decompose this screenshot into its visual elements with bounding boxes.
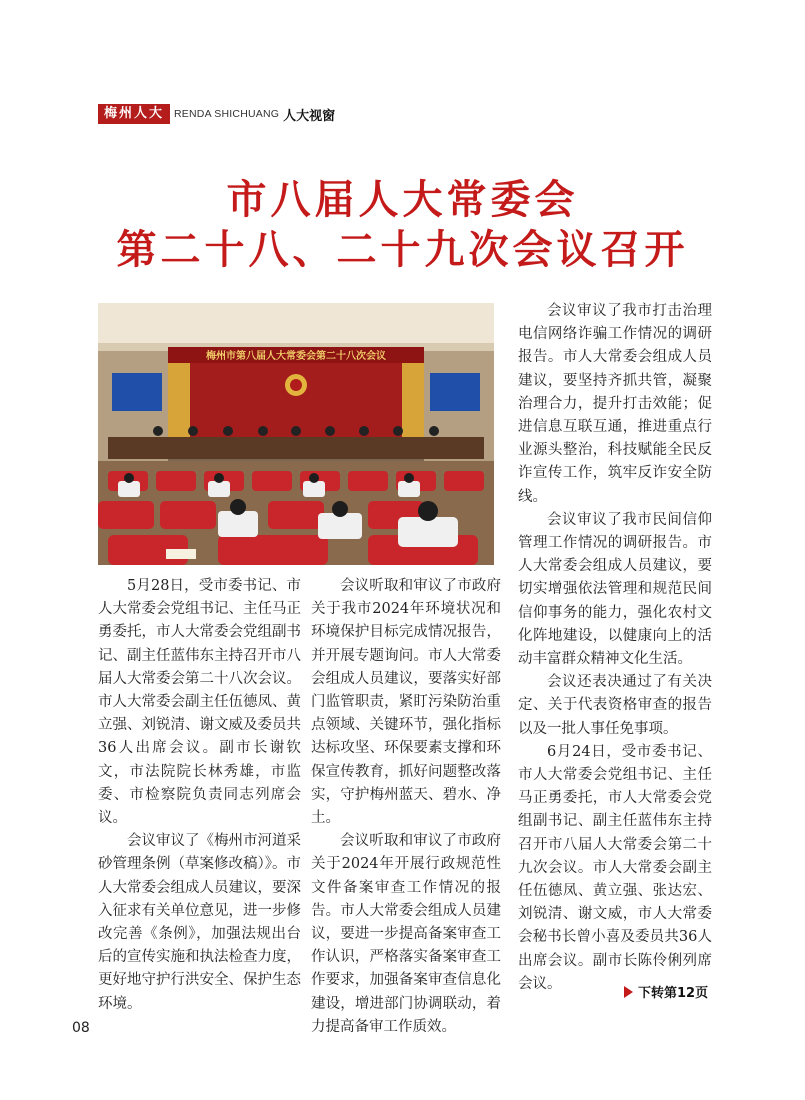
paragraph: 会议审议了我市打击治理电信网络诈骗工作情况的调研报告。市人大常委会组成人员建议，要坚持齐抓共管，凝聚治理合力，提升打击效能；促进信息互联互通，推进重点行业源头整治，科技赋能全民反诈宣传工作，筑牢反诈安全防线。 — [518, 303, 712, 505]
paragraph: 会议听取和审议了市政府关于我市2024年环境状况和环境保护目标完成情况报告，并开展专题询问。市人大常委会组成人员建议，要落实好部门监管职责，紧盯污染防治重点领域、关键环节，强化指标达标攻坚、环保要素支撑和环保宣传教育，抓好问题整改落实，守护梅州蓝天、碧水、净土。 — [311, 578, 501, 827]
meeting-photo — [98, 303, 494, 565]
page-number: 08 — [72, 1020, 90, 1036]
paragraph: 5月28日，受市委书记、市人大常委会党组书记、主任马正勇委托，市人大常委会党组副书记、副主任蓝伟东主持召开市八届人大常委会第二十八次会议。市人大常委会副主任伍德凤、黄立强、刘锐清、谢文威及委员共36人出席会议。副市长谢钦文，市法院院长林秀雄，市监委、市检察院负责同志列席会议。 — [98, 578, 301, 827]
article-title-line2: 第二十八、二十九次会议召开 — [116, 226, 689, 273]
meeting-photo-illustration — [98, 303, 494, 565]
article-column-1 — [98, 575, 301, 1016]
magazine-header — [98, 104, 335, 124]
column-name: 人大视窗 — [283, 108, 336, 124]
paragraph: 6月24日，受市委书记、市人大常委会党组书记、主任马正勇委托，市人大常委会党组副书记、副主任蓝伟东主持召开市八届人大常委会第二十九次会议。市人大常委会副主任伍德凤、黄立强、张达宏、刘锐清、谢文威，市人大常委会秘书长曾小喜及委员共36人出席会议。副市长陈伶俐列席会议。 — [518, 743, 712, 992]
banner-text: 梅州市第八届人大常委会第二十八次会议 — [206, 351, 386, 362]
column-pinyin: RENDA SHICHUANG — [174, 108, 280, 120]
paragraph: 会议还表决通过了有关决定、关于代表资格审查的报告以及一批人事任免事项。 — [518, 674, 712, 737]
paragraph: 会议听取和审议了市政府关于2024年开展行政规范性文件备案审查工作情况的报告。市人大常委会组成人员建议，要进一步提高备案审查工作认识，严格落实备案审查工作要求，加强备案审查信息化建设，增进部门协调联动，着力提高备审工作质效。 — [311, 833, 501, 1035]
paragraph: 会议审议了《梅州市河道采砂管理条例（草案修改稿）》。市人大常委会组成人员建议，要深入征求有关单位意见，进一步修改完善《条例》，加强法规出台后的宣传实施和执法检查力度，更好地守护行洪安全、保护生态环境。 — [98, 833, 301, 1012]
article-column-2 — [311, 575, 501, 1039]
continue-text: 下转第12页 — [638, 986, 709, 1001]
article-title-line1: 市八届人大常委会 — [226, 176, 579, 223]
triangle-icon — [624, 986, 633, 998]
article-column-3 — [518, 300, 712, 996]
continue-marker — [624, 982, 708, 1001]
paragraph: 会议审议了我市民间信仰管理工作情况的调研报告。市人大常委会组成人员建议，要切实增强依法管理和规范民间信仰事务的能力，强化农村文化阵地建设，以健康向上的活动丰富群众精神文化生活。 — [518, 511, 712, 668]
brand-logo: 梅州人大 — [98, 104, 170, 124]
